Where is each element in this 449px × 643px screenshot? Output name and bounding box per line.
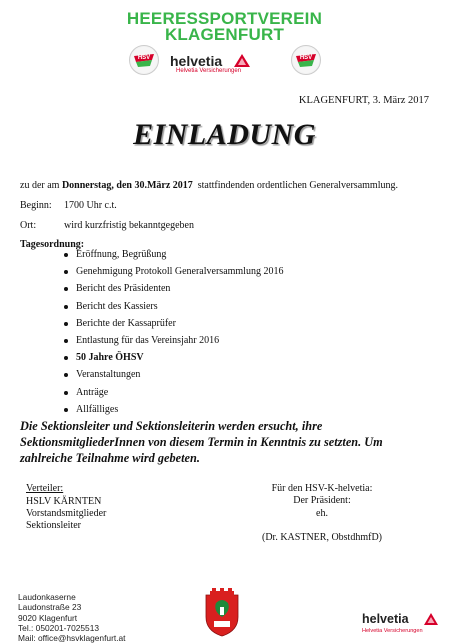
distribution-title: Verteiler: xyxy=(26,483,64,494)
ort-label: Ort: xyxy=(20,220,37,231)
agenda-item-text: 50 Jahre ÖHSV xyxy=(76,352,144,364)
distribution-line: HSLV KÄRNTEN xyxy=(26,496,102,507)
signature-line2: Der Präsident: xyxy=(293,495,351,506)
agenda-item xyxy=(62,318,283,335)
address-line: Tel.: 050201-7025513 xyxy=(18,622,100,633)
agenda-item-text: Allfälliges xyxy=(76,403,119,415)
agenda-item xyxy=(62,335,283,352)
agenda-item-text: Berichte der Kassaprüfer xyxy=(76,317,176,329)
helvetia-logo-header xyxy=(166,53,286,77)
agenda-item xyxy=(62,301,283,318)
agenda-item-text: Eröffnung, Begrüßung xyxy=(76,249,167,260)
agenda-list xyxy=(62,249,283,421)
agenda-title: Tagesordnung: xyxy=(20,239,85,250)
agenda-item-text: Genehmigung Protokoll Generalversammlung 2016 xyxy=(76,266,284,278)
signature-line3: eh. xyxy=(316,508,328,519)
intro-date: Donnerstag, den 30.März 2017 xyxy=(61,180,193,191)
club-name-line1: HEERESSPORTVEREIN xyxy=(126,9,323,28)
helvetia-subline: Helvetia Versicherungen xyxy=(176,68,242,74)
helvetia-logo-footer xyxy=(362,612,447,638)
bullet-icon xyxy=(64,322,68,326)
agenda-item xyxy=(62,352,283,369)
intro-suffix: stattfindenden ordentlichen Generalversammlung. xyxy=(192,180,398,191)
bullet-icon xyxy=(64,305,68,309)
intro-prefix: zu der am xyxy=(20,180,62,191)
distribution-line: Vorstandsmitglieder xyxy=(26,508,107,519)
agenda-item xyxy=(62,249,283,266)
club-name-line2: KLAGENFURT xyxy=(164,25,285,44)
request-paragraph: Die Sektionsleiter und Sektionsleiterin werden ersucht, ihre SektionsmitgliederInnen von diesem Termin in Kenntnis zu setzten. Um zahlreiche Teilnahme wird gebeten. xyxy=(20,419,383,465)
bullet-icon xyxy=(64,253,68,257)
signature-line1: Für den HSV-K-helvetia: xyxy=(271,483,373,494)
signature-name: (Dr. KASTNER, ObstdhmfD) xyxy=(262,532,382,543)
intro-text xyxy=(20,180,440,192)
agenda-item xyxy=(62,387,283,404)
svg-text:HSV: HSV xyxy=(137,55,151,61)
bullet-icon xyxy=(64,339,68,343)
bullet-icon xyxy=(64,270,68,274)
place-date: KLAGENFURT, 3. März 2017 xyxy=(298,95,429,106)
agenda-item-text: Bericht des Kassiers xyxy=(76,300,158,312)
helvetia-wordmark: helvetia xyxy=(170,53,223,69)
agenda-item xyxy=(62,369,283,386)
coat-of-arms-icon xyxy=(204,587,240,637)
page-title: EINLADUNG xyxy=(133,118,316,151)
bullet-icon xyxy=(64,408,68,412)
agenda-item-text: Entlastung für das Vereinsjahr 2016 xyxy=(76,334,220,346)
agenda-item-text: Bericht des Präsidenten xyxy=(76,283,171,295)
helvetia-triangle-icon xyxy=(424,613,438,625)
address-line: Laudonstraße 23 xyxy=(18,602,82,613)
beginn-label: Beginn: xyxy=(20,200,52,211)
beginn-value: 1700 Uhr c.t. xyxy=(64,200,117,211)
bullet-icon xyxy=(64,391,68,395)
agenda-item-text: Veranstaltungen xyxy=(76,369,141,381)
helvetia-subline: Helvetia Versicherungen xyxy=(362,628,423,634)
distribution-line: Sektionsleiter xyxy=(26,520,81,531)
helvetia-triangle-icon xyxy=(234,54,250,67)
bullet-icon xyxy=(64,287,68,291)
bullet-icon xyxy=(64,373,68,377)
hsv-logo-right xyxy=(291,45,321,75)
address-line: Mail: office@hsvklagenfurt.at xyxy=(18,633,126,643)
agenda-item xyxy=(62,266,283,283)
svg-text:HSV: HSV xyxy=(299,55,313,61)
address-block xyxy=(18,592,126,643)
bullet-icon xyxy=(64,356,68,360)
ort-value: wird kurzfristig bekanntgegeben xyxy=(64,220,194,231)
agenda-item-text: Anträge xyxy=(76,386,109,398)
agenda-item xyxy=(62,283,283,300)
hsv-logo-left xyxy=(129,45,159,75)
helvetia-wordmark: helvetia xyxy=(362,612,409,626)
address-line: Laudonkaserne xyxy=(18,592,76,602)
address-line: 9020 Klagenfurt xyxy=(18,612,78,623)
